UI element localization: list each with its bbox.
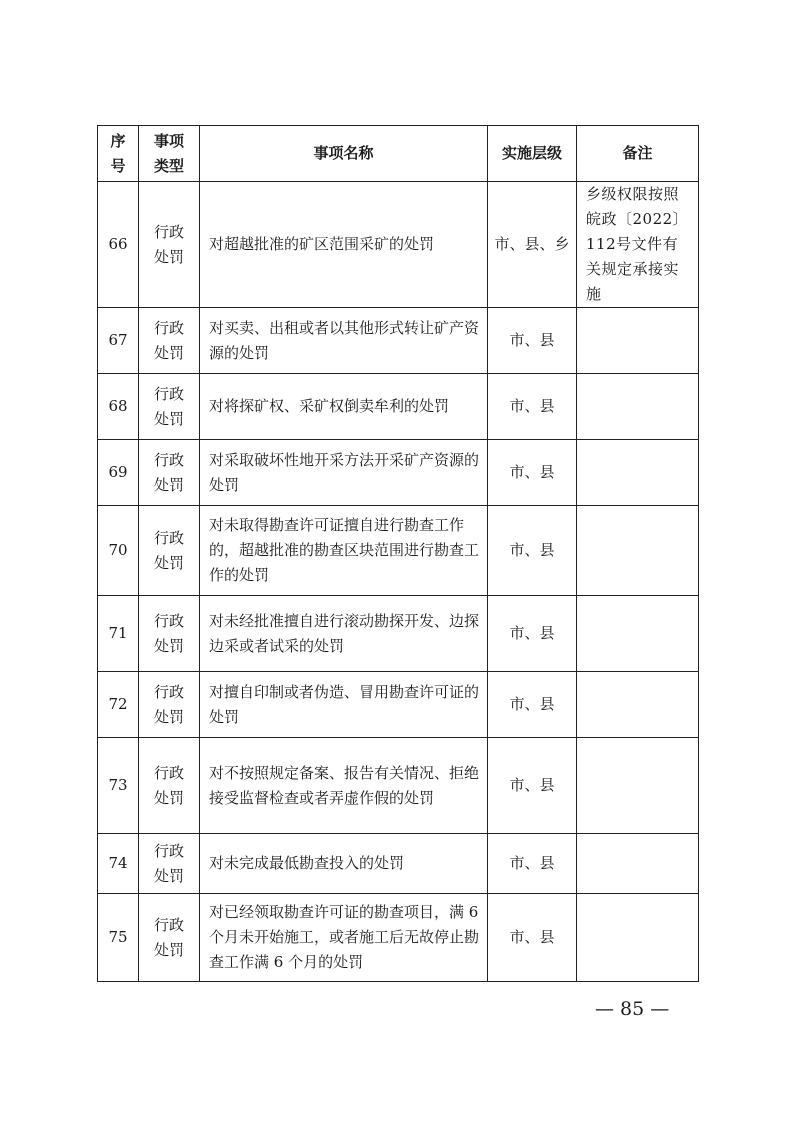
- row-implementation-level: 市、县: [488, 834, 577, 894]
- row-item-type: [139, 834, 200, 894]
- row-remarks: [577, 672, 699, 738]
- row-item-name: 对将探矿权、采矿权倒卖牟利的处罚: [200, 374, 488, 440]
- row-item-type-line: 处罚: [153, 707, 184, 726]
- table-row: [98, 308, 699, 374]
- row-item-name: 对未经批准擅自进行滚动勘探开发、边探边采或者试采的处罚: [200, 596, 488, 672]
- header-serial-number: [98, 126, 139, 182]
- row-item-type: [139, 182, 200, 308]
- row-serial-number: 71: [98, 596, 139, 672]
- row-remarks: [577, 440, 699, 506]
- row-item-type-line: 处罚: [153, 866, 184, 885]
- row-item-type-line: 行政: [153, 318, 184, 337]
- row-item-type-line: 行政: [153, 222, 184, 241]
- header-serial-line-2: 号: [110, 156, 126, 175]
- row-serial-number: 66: [98, 182, 139, 308]
- row-item-type-line: 行政: [153, 763, 184, 782]
- row-item-type-line: 行政: [153, 841, 184, 860]
- row-item-name: 对买卖、出租或者以其他形式转让矿产资源的处罚: [200, 308, 488, 374]
- row-item-type-line: 行政: [153, 611, 184, 630]
- row-serial-number: 74: [98, 834, 139, 894]
- row-item-type-line: 处罚: [153, 409, 184, 428]
- row-item-type-line: 处罚: [153, 636, 184, 655]
- row-remarks: [577, 308, 699, 374]
- row-item-type: [139, 440, 200, 506]
- row-remarks: [577, 506, 699, 596]
- row-remarks: [577, 374, 699, 440]
- page-number: — 85 —: [595, 998, 670, 1020]
- row-item-type-line: 行政: [153, 682, 184, 701]
- row-serial-number: 70: [98, 506, 139, 596]
- row-item-name: 对已经领取勘查许可证的勘查项目，满 6 个月未开始施工，或者施工后无故停止勘查工作满 6 个月的处罚: [200, 894, 488, 982]
- row-item-type-line: 处罚: [153, 788, 184, 807]
- header-serial-line-1: 序: [110, 131, 126, 150]
- row-serial-number: 69: [98, 440, 139, 506]
- row-implementation-level: 市、县: [488, 308, 577, 374]
- row-item-type: [139, 894, 200, 982]
- row-serial-number: 75: [98, 894, 139, 982]
- row-serial-number: 68: [98, 374, 139, 440]
- row-remarks: 乡级权限按照皖政〔2022〕112号文件有关规定承接实施: [577, 182, 699, 308]
- row-item-name: 对采取破坏性地开采方法开采矿产资源的处罚: [200, 440, 488, 506]
- row-item-type: [139, 506, 200, 596]
- row-item-type: [139, 308, 200, 374]
- header-item-type: [139, 126, 200, 182]
- row-item-type-line: 处罚: [153, 343, 184, 362]
- row-serial-number: 72: [98, 672, 139, 738]
- row-item-name: 对擅自印制或者伪造、冒用勘查许可证的处罚: [200, 672, 488, 738]
- row-implementation-level: 市、县: [488, 894, 577, 982]
- header-type-line-2: 类型: [153, 156, 184, 175]
- row-item-name: 对未取得勘查许可证擅自进行勘查工作的，超越批准的勘查区块范围进行勘查工作的处罚: [200, 506, 488, 596]
- row-item-name: 对不按照规定备案、报告有关情况、拒绝接受监督检查或者弄虚作假的处罚: [200, 738, 488, 834]
- row-implementation-level: 市、县: [488, 738, 577, 834]
- row-item-type-line: 行政: [153, 915, 184, 934]
- row-serial-number: 73: [98, 738, 139, 834]
- table-header-row: [98, 126, 699, 182]
- row-remarks: [577, 596, 699, 672]
- row-item-type: [139, 672, 200, 738]
- row-serial-number: 67: [98, 308, 139, 374]
- row-implementation-level: 市、县: [488, 672, 577, 738]
- row-item-type-line: 行政: [153, 450, 184, 469]
- row-implementation-level: 市、县、乡: [488, 182, 577, 308]
- row-item-name: 对未完成最低勘查投入的处罚: [200, 834, 488, 894]
- row-item-type-line: 处罚: [153, 940, 184, 959]
- row-implementation-level: 市、县: [488, 506, 577, 596]
- row-item-type: [139, 374, 200, 440]
- table-body: [98, 182, 699, 982]
- table-row: [98, 834, 699, 894]
- header-item-name: 事项名称: [200, 126, 488, 182]
- row-item-type-line: 处罚: [153, 553, 184, 572]
- table-row: [98, 440, 699, 506]
- header-implementation-level: 实施层级: [488, 126, 577, 182]
- table-row: [98, 182, 699, 308]
- table-row: [98, 374, 699, 440]
- table-row: [98, 596, 699, 672]
- row-item-type-line: 处罚: [153, 475, 184, 494]
- row-remarks: [577, 894, 699, 982]
- header-type-line-1: 事项: [153, 131, 184, 150]
- table-row: [98, 672, 699, 738]
- row-item-type: [139, 596, 200, 672]
- row-item-type-line: 行政: [153, 384, 184, 403]
- table-row: [98, 738, 699, 834]
- row-implementation-level: 市、县: [488, 440, 577, 506]
- row-implementation-level: 市、县: [488, 596, 577, 672]
- items-table: [97, 125, 699, 982]
- row-item-type-line: 处罚: [153, 247, 184, 266]
- row-implementation-level: 市、县: [488, 374, 577, 440]
- row-item-type-line: 行政: [153, 528, 184, 547]
- table-row: [98, 506, 699, 596]
- row-remarks: [577, 834, 699, 894]
- row-item-name: 对超越批准的矿区范围采矿的处罚: [200, 182, 488, 308]
- header-remarks: 备注: [577, 126, 699, 182]
- row-remarks: [577, 738, 699, 834]
- table-row: [98, 894, 699, 982]
- row-item-type: [139, 738, 200, 834]
